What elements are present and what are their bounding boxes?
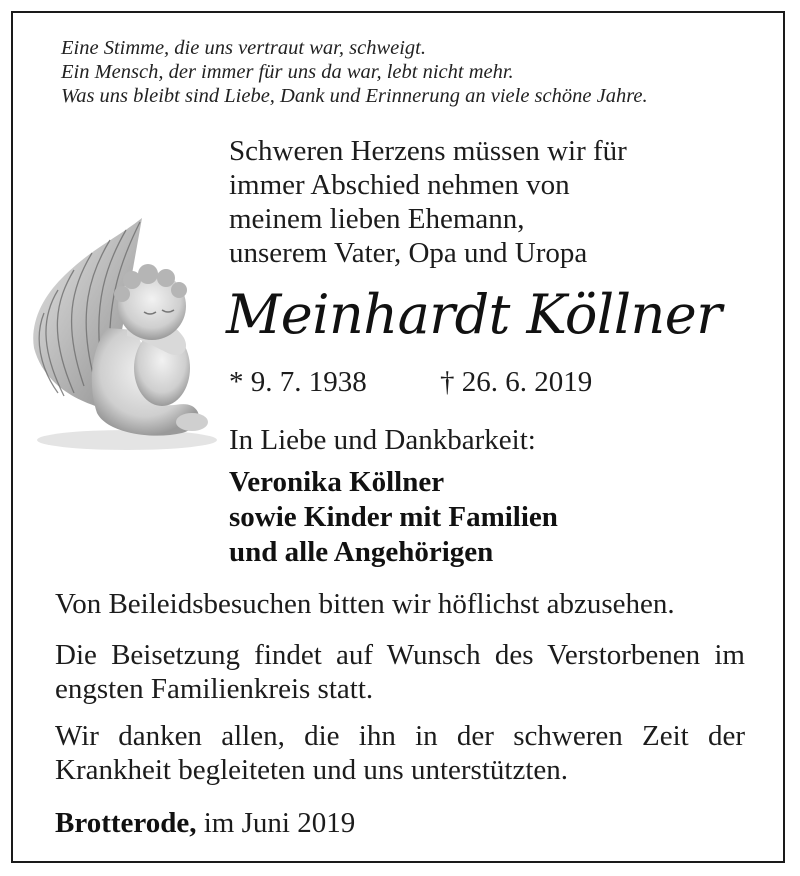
intro-line: meinem lieben Ehemann,	[229, 203, 525, 235]
thanks-notice: Wir danken allen, die ihn in der schweren Zeit der Krankheit begleiteten und uns unterstützten.	[55, 720, 745, 786]
signer-line: sowie Kinder mit Familien	[229, 501, 558, 533]
angel-figure-icon	[22, 208, 222, 458]
signers-block	[229, 465, 558, 570]
place: Brotterode,	[55, 807, 197, 839]
intro-text	[229, 134, 749, 270]
signature-intro: In Liebe und Dankbarkeit:	[229, 424, 536, 456]
motto-line: Ein Mensch, der immer für uns da war, lebt nicht mehr.	[61, 61, 514, 83]
death-date: † 26. 6. 2019	[440, 366, 593, 398]
condolence-notice: Von Beileidsbesuchen bitten wir höflichst abzusehen.	[55, 588, 675, 620]
signer-line: Veronika Köllner	[229, 466, 445, 498]
date: im Juni 2019	[196, 807, 356, 839]
motto-verse	[61, 36, 761, 108]
place-date	[55, 806, 355, 840]
birth-date: * 9. 7. 1938	[229, 366, 367, 398]
motto-line: Eine Stimme, die uns vertraut war, schweigt.	[61, 37, 426, 59]
motto-line: Was uns bleibt sind Liebe, Dank und Erinnerung an viele schöne Jahre.	[61, 85, 648, 107]
funeral-notice: Die Beisetzung findet auf Wunsch des Verstorbenen im engsten Familienkreis statt.	[55, 639, 745, 705]
intro-line: immer Abschied nehmen von	[229, 169, 570, 201]
deceased-name: Meinhardt Köllner	[226, 283, 722, 346]
intro-line: unserem Vater, Opa und Uropa	[229, 237, 588, 269]
intro-line: Schweren Herzens müssen wir für	[229, 135, 627, 167]
signer-line: und alle Angehörigen	[229, 536, 494, 568]
